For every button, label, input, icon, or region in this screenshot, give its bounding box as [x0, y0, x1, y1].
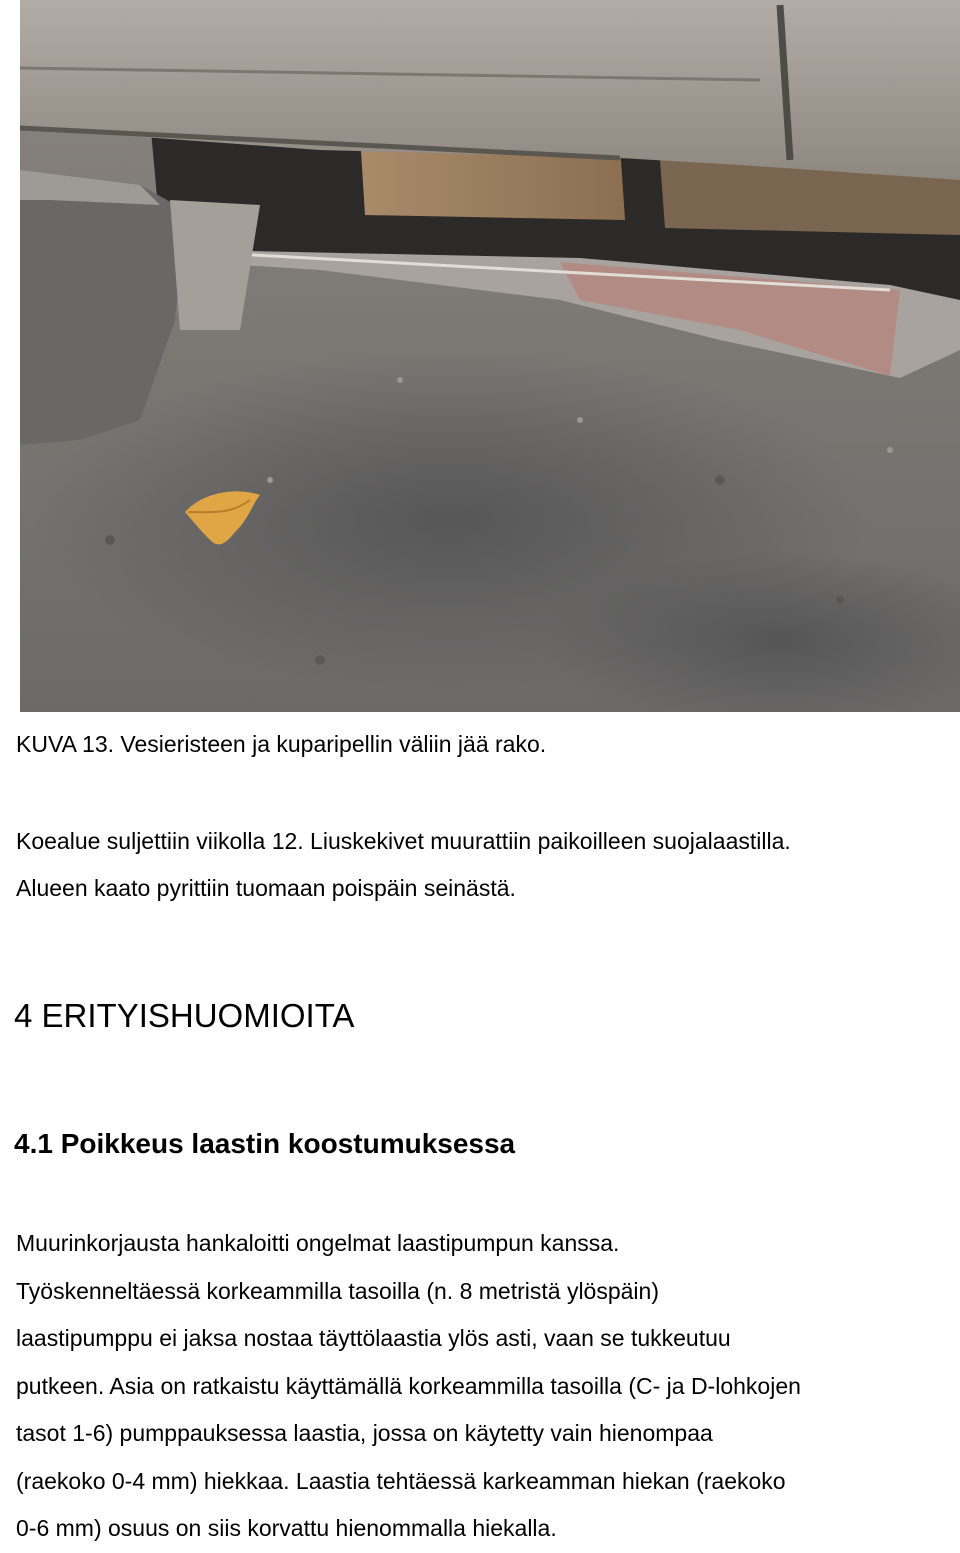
paragraph-line: putkeen. Asia on ratkaistu käyttämällä korkeammilla tasoilla (C- ja D-lohkojen: [16, 1372, 801, 1399]
figure-photo: [20, 0, 960, 712]
paragraph-line: Muurinkorjausta hankaloitti ongelmat laastipumpun kanssa.: [16, 1230, 620, 1256]
paragraph-1: [16, 818, 946, 912]
paragraph-line: 0-6 mm) osuus on siis korvattu hienommalla hiekalla.: [16, 1515, 557, 1541]
subsection-heading: 4.1 Poikkeus laastin koostumuksessa: [14, 1128, 516, 1159]
paragraph-line: tasot 1-6) pumppauksessa laastia, jossa on käytetty vain hienompaa: [16, 1420, 713, 1446]
paragraph-line: Työskenneltäessä korkeammilla tasoilla (n. 8 metristä ylöspäin): [16, 1277, 659, 1304]
paragraph-line: Alueen kaato pyrittiin tuomaan poispäin seinästä.: [16, 875, 516, 901]
paragraph-line: Koealue suljettiin viikolla 12. Liuskekivet muurattiin paikoilleen suojalaastilla.: [16, 828, 791, 854]
photo-illustration: [20, 0, 960, 712]
paragraph-2: [16, 1220, 956, 1553]
figure-caption: KUVA 13. Vesieristeen ja kuparipellin väliin jää rako.: [16, 731, 547, 757]
paragraph-line: (raekoko 0-4 mm) hiekkaa. Laastia tehtäessä karkeamman hiekan (raekoko: [16, 1467, 786, 1494]
section-heading: 4 ERITYISHUOMIOITA: [14, 997, 355, 1034]
paragraph-line: laastipumppu ei jaksa nostaa täyttölaastia ylös asti, vaan se tukkeutuu: [16, 1325, 731, 1351]
